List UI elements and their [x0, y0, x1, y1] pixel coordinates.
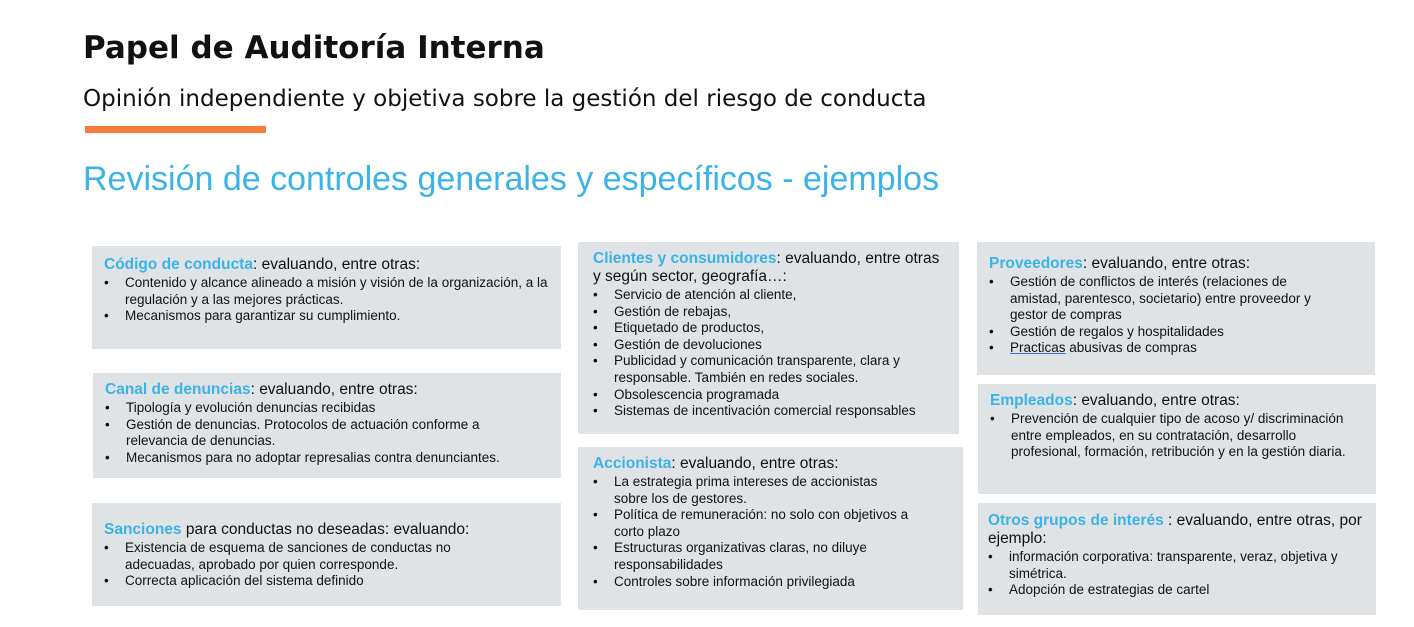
- canal-denuncias-box: [93, 373, 561, 478]
- accionista-box: [578, 447, 963, 610]
- box-heading-highlight: Proveedores: [989, 255, 1083, 272]
- box-heading: [104, 256, 549, 274]
- box-heading: [593, 250, 947, 286]
- box-heading-rest: : evaluando, entre otras:: [1082, 255, 1251, 272]
- box-list: [988, 549, 1364, 599]
- list-item: • Mecanismos para no adoptar represalias contra denunciantes.: [105, 450, 549, 467]
- list-item: • Publicidad y comunicación transparente, clara y responsable. También en redes sociales.: [593, 353, 947, 386]
- box-heading-highlight: Otros grupos de interés: [988, 512, 1164, 529]
- list-item: • Gestión de denuncias. Protocolos de actuación conforme a relevancia de denuncias.: [105, 417, 549, 450]
- box-list: [990, 411, 1364, 461]
- list-item: • Controles sobre información privilegiada: [593, 574, 951, 591]
- list-item: • Estructuras organizativas claras, no diluye responsabilidades: [593, 540, 951, 573]
- box-heading: [990, 392, 1364, 410]
- box-heading-rest: para conductas no deseadas: evaluando:: [181, 521, 470, 538]
- list-item: • Adopción de estrategias de cartel: [988, 582, 1364, 599]
- box-heading-highlight: Código de conducta: [104, 256, 253, 273]
- list-item-rest: abusivas de compras: [1065, 340, 1197, 356]
- list-item: • Gestión de rebajas,: [593, 304, 947, 321]
- spellcheck-word: Practicas: [1010, 340, 1066, 356]
- box-heading-rest: : evaluando, entre otras:: [671, 455, 839, 472]
- list-item: • Gestión de devoluciones: [593, 337, 947, 354]
- box-heading-rest: : evaluando, entre otras:: [250, 381, 418, 398]
- list-item: • Servicio de atención al cliente,: [593, 287, 947, 304]
- box-heading-rest: : evaluando, entre otras:: [252, 256, 421, 273]
- accent-divider: [85, 126, 266, 133]
- box-heading-highlight: Accionista: [593, 455, 672, 472]
- box-heading: [989, 255, 1363, 273]
- empleados-box: [978, 384, 1376, 494]
- page-title: Papel de Auditoría Interna: [83, 30, 545, 66]
- list-item: • Obsolescencia programada: [593, 387, 947, 404]
- list-item: [989, 340, 1363, 357]
- list-item: • información corporativa: transparente, veraz, objetiva y simétrica.: [988, 549, 1364, 582]
- box-list: [593, 474, 951, 590]
- box-list: [989, 274, 1363, 357]
- box-list: [104, 275, 549, 325]
- list-item: • Correcta aplicación del sistema definido: [104, 573, 549, 590]
- box-heading-rest: : evaluando, entre otras y según sector, geografía…:: [593, 250, 940, 285]
- list-item: • Existencia de esquema de sanciones de conductas no adecuadas, aprobado por quien corresponde.: [104, 540, 549, 573]
- box-list: [104, 540, 549, 590]
- clientes-box: [578, 242, 959, 434]
- list-item: • Prevención de cualquier tipo de acoso y/ discriminación entre empleados, en su contratación, desarrollo profesional, formación, retribución y en la gestión diaria.: [990, 411, 1364, 461]
- list-item: • La estrategia prima intereses de accionistas sobre los de gestores.: [593, 474, 951, 507]
- list-item: • Gestión de regalos y hospitalidades: [989, 324, 1363, 341]
- box-heading: [988, 512, 1364, 548]
- page-subtitle: Opinión independiente y objetiva sobre la gestión del riesgo de conducta: [83, 86, 927, 112]
- list-item: • Sistemas de incentivación comercial responsables: [593, 403, 947, 420]
- box-heading: [104, 521, 549, 539]
- section-title: Revisión de controles generales y específicos - ejemplos: [83, 160, 940, 198]
- box-heading-rest: : evaluando, entre otras, por ejemplo:: [988, 512, 1362, 547]
- otros-grupos-box: [978, 503, 1376, 615]
- list-item: • Etiquetado de productos,: [593, 320, 947, 337]
- box-list: [593, 287, 947, 420]
- box-heading-rest: : evaluando, entre otras:: [1072, 392, 1240, 409]
- box-heading-highlight: Sanciones: [104, 521, 182, 538]
- list-item: • Tipología y evolución denuncias recibidas: [105, 400, 549, 417]
- list-item: • Gestión de conflictos de interés (relaciones de amistad, parentesco, societario) entre proveedor y gestor de compras: [989, 274, 1363, 324]
- sanciones-box: [92, 503, 561, 606]
- box-heading: [105, 381, 549, 399]
- box-heading-highlight: Empleados: [990, 392, 1073, 409]
- box-heading-highlight: Canal de denuncias: [105, 381, 251, 398]
- codigo-conducta-box: [92, 246, 561, 349]
- proveedores-box: [977, 242, 1375, 375]
- box-heading: [593, 455, 951, 473]
- list-item: • Mecanismos para garantizar su cumplimiento.: [104, 308, 549, 325]
- list-item: • Contenido y alcance alineado a misión y visión de la organización, a la regulación y a las mejores prácticas.: [104, 275, 549, 308]
- list-item: • Política de remuneración: no solo con objetivos a corto plazo: [593, 507, 951, 540]
- box-list: [105, 400, 549, 466]
- box-heading-highlight: Clientes y consumidores: [593, 250, 777, 267]
